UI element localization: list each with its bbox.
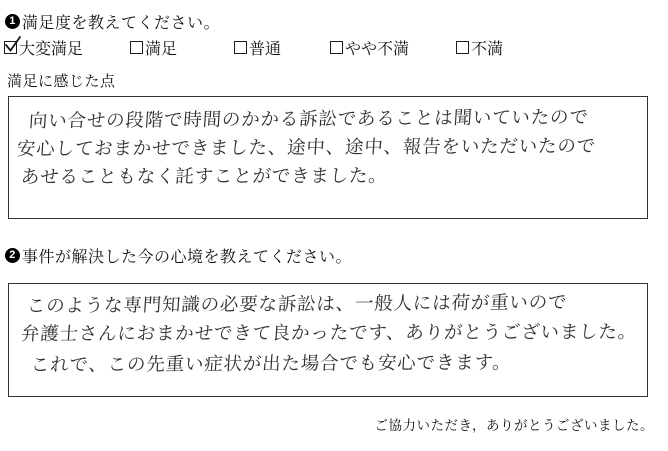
option-very-satisfied[interactable] <box>4 36 83 59</box>
answer-box-satisfaction <box>8 96 648 219</box>
check-icon <box>3 36 22 55</box>
handwritten-line: 安心しておまかせできました、途中、途中、報告をいただいたので <box>16 135 597 161</box>
checkbox-very-satisfied[interactable] <box>4 41 17 54</box>
option-label: 満足 <box>145 41 178 58</box>
option-label: やや不満 <box>345 41 410 58</box>
checkbox-somewhat-dissatisfied[interactable] <box>330 41 343 54</box>
option-label: 不満 <box>471 41 504 58</box>
question1-number-badge: 1 <box>5 14 20 29</box>
checkbox-neutral[interactable] <box>234 41 247 54</box>
option-somewhat-dissatisfied[interactable] <box>330 36 409 59</box>
question1-header <box>5 10 220 33</box>
handwritten-line: あせることもなく託すことができました。 <box>20 165 389 189</box>
question2-title: 事件が解決した今の心境を教えてください。 <box>22 249 353 266</box>
answer-box-feelings <box>8 283 648 397</box>
question2-header <box>5 244 352 267</box>
option-label: 普通 <box>249 41 282 58</box>
satisfaction-points-label: 満足に感じた点 <box>7 74 116 90</box>
handwritten-line: 向い合せの段階で時間のかかる訴訟であることは聞いていたので <box>28 107 590 133</box>
question1-title: 満足度を教えてください。 <box>22 15 221 32</box>
question2-number-badge: 2 <box>5 248 20 263</box>
option-label: 大変満足 <box>19 41 84 58</box>
option-neutral[interactable] <box>234 36 281 59</box>
checkbox-dissatisfied[interactable] <box>456 41 469 54</box>
checkbox-satisfied[interactable] <box>130 41 143 54</box>
handwritten-line: 弁護士さんにおまかせできて良かったです、ありがとうございました。 <box>20 321 638 346</box>
option-satisfied[interactable] <box>130 36 177 59</box>
handwritten-line: これで、この先重い症状が出た場合でも安心できます。 <box>30 352 513 377</box>
option-dissatisfied[interactable] <box>456 36 503 59</box>
thank-you-note: ご協力いただき，ありがとうございました。 <box>374 418 654 433</box>
satisfaction-options-row <box>0 36 668 56</box>
handwritten-line: このような専門知識の必要な訴訟は、一般人には荷が重いので <box>26 292 568 318</box>
